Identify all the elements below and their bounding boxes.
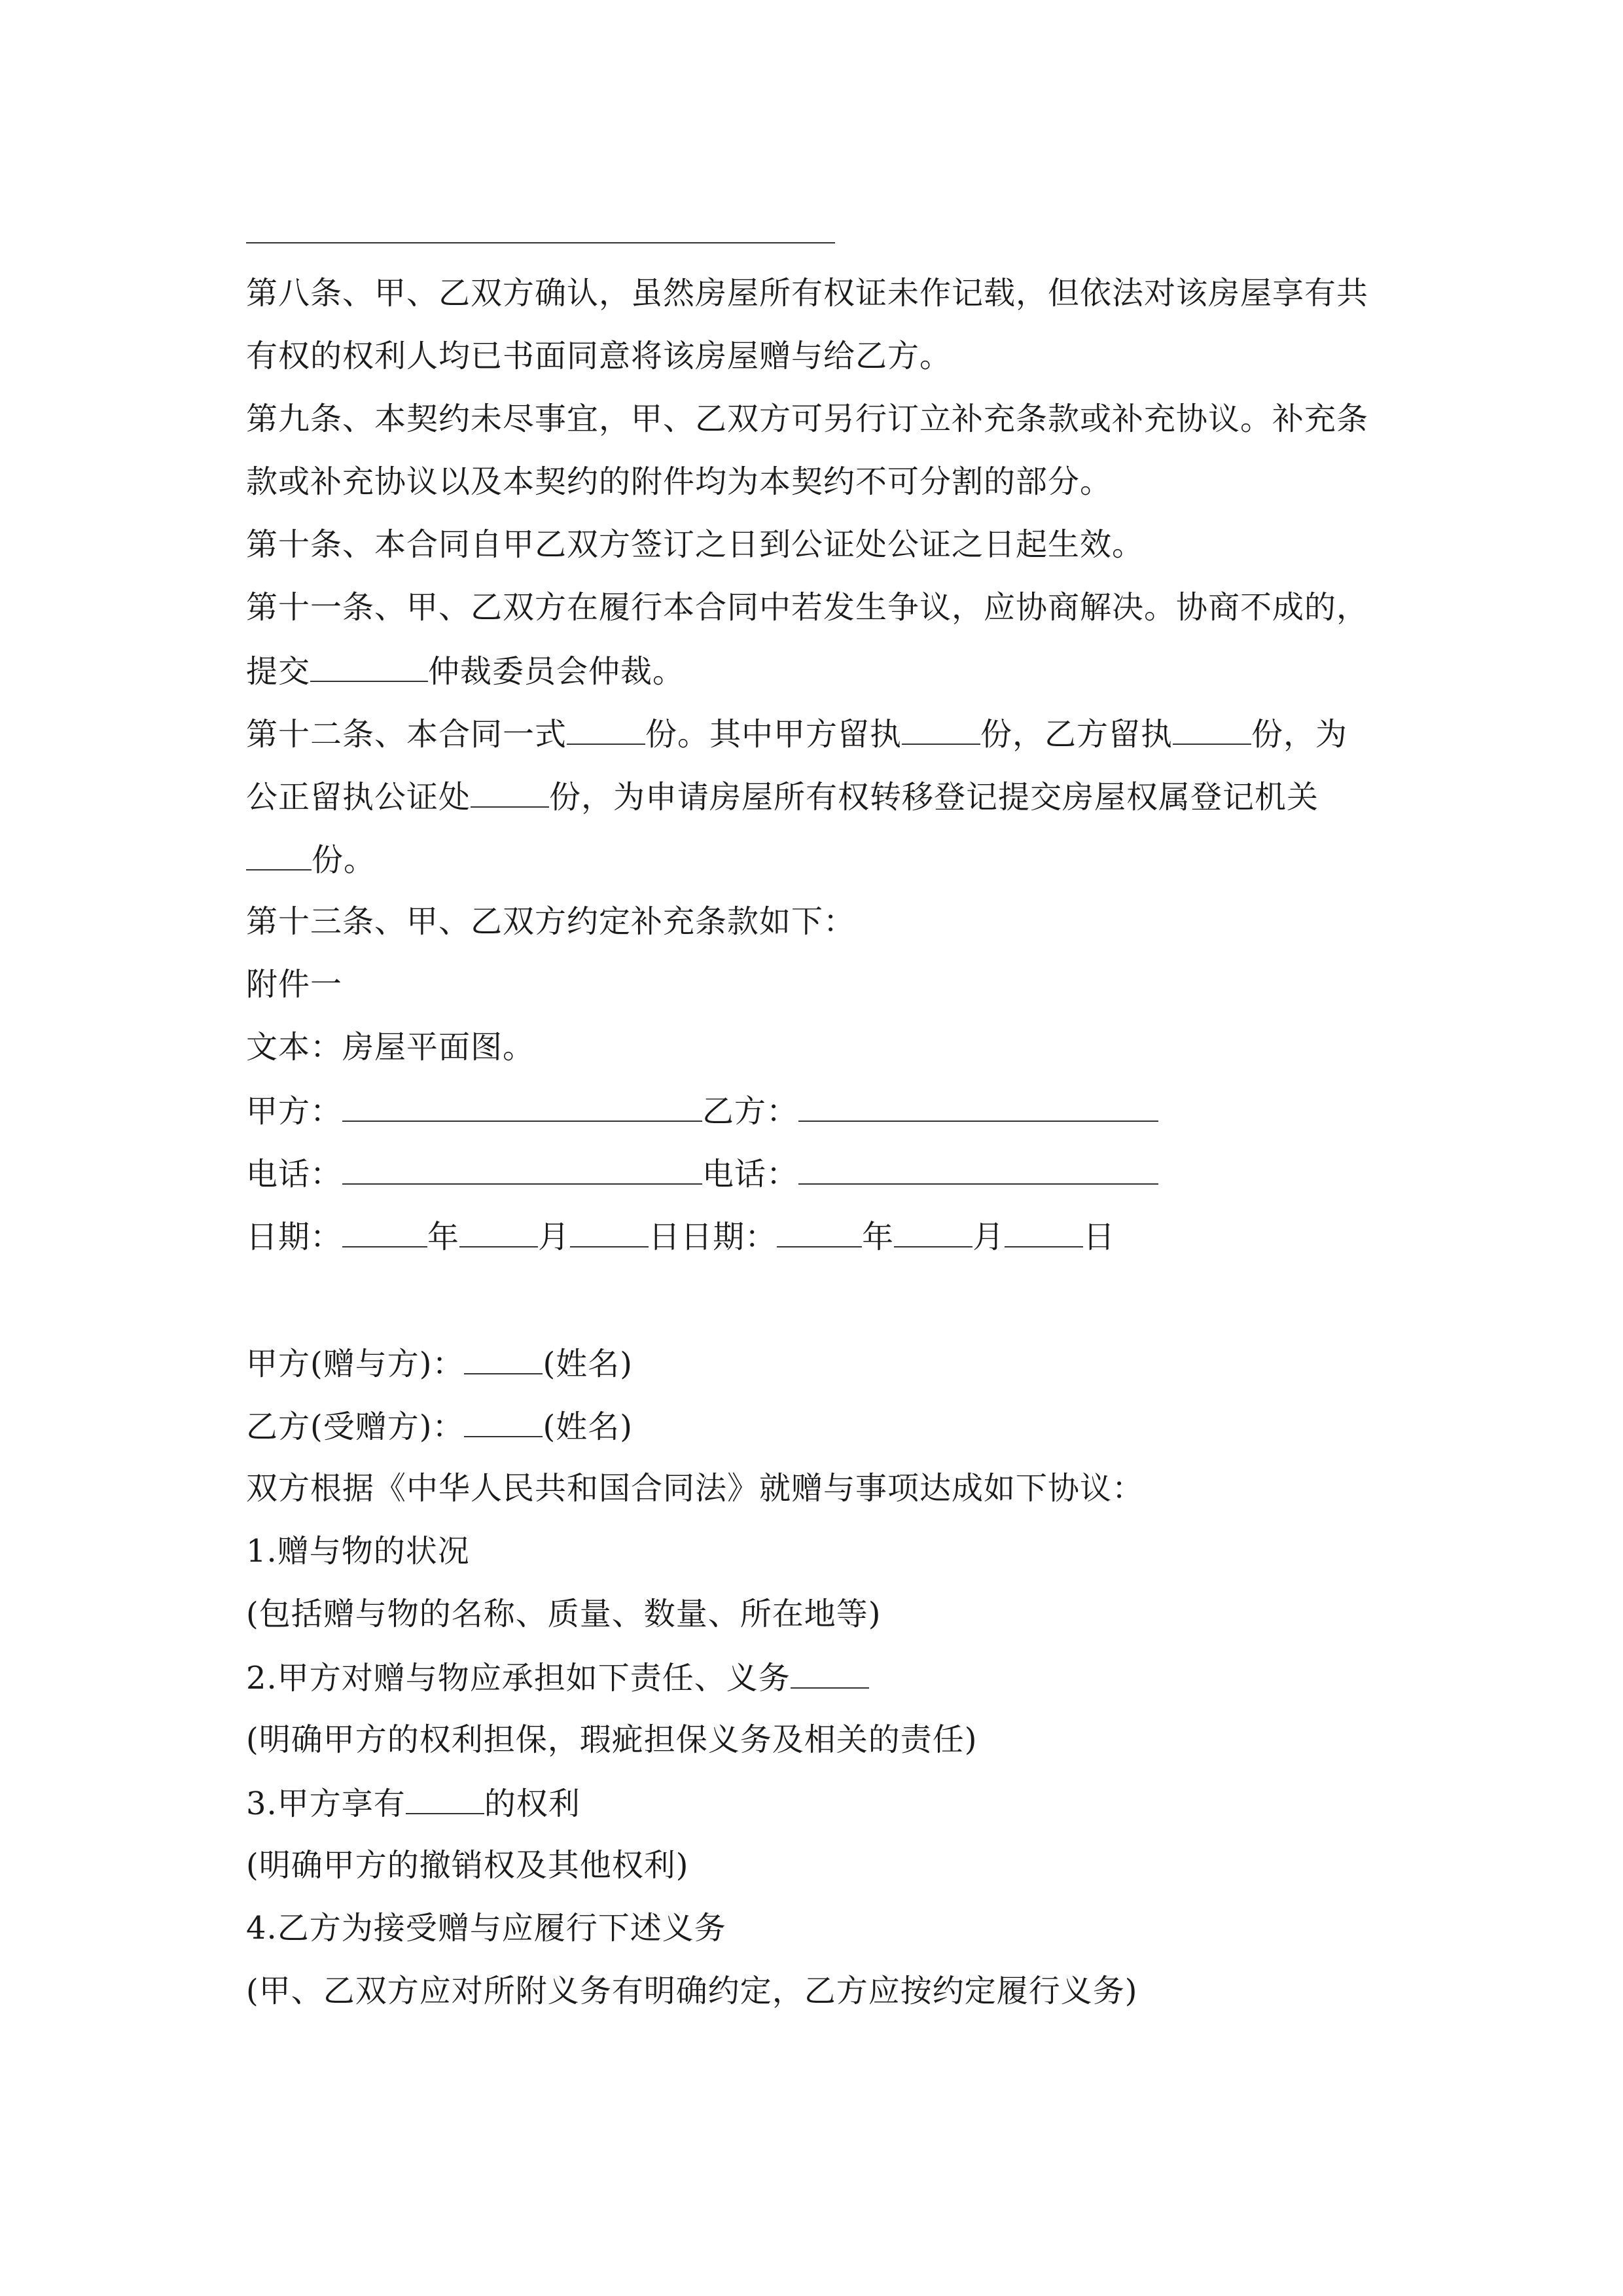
party-b-month: 月	[972, 1219, 1005, 1255]
article-12-line-3	[246, 839, 376, 880]
item-1: 1.赠与物的状况	[246, 1533, 470, 1570]
item-3-pre: 3.甲方享有	[246, 1785, 406, 1822]
article-12-part-5: 公正留执公证处	[246, 779, 471, 816]
party-a-date-label: 日期：	[246, 1219, 343, 1255]
article-11-line-1: 第十一条、甲、乙双方在履行本合同中若发生争议，应协商解决。协商不成的，	[246, 589, 1369, 626]
party-b-phone-blank	[798, 1153, 1158, 1185]
party-b-year: 年	[862, 1219, 895, 1255]
article-11-pre: 提交	[246, 653, 311, 690]
copies-registry-blank	[246, 839, 312, 870]
donee-name-note: (姓名)	[543, 1408, 633, 1445]
party-b-year-blank	[777, 1216, 862, 1247]
article-12-part-6: 份，为申请房屋所有权转移登记提交房屋权属登记机关	[549, 779, 1319, 816]
article-8-line-2: 有权的权利人均已书面同意将该房屋赠与给乙方。	[246, 338, 952, 374]
copies-party-a-blank	[902, 713, 980, 745]
item-3-post: 的权利	[484, 1785, 580, 1822]
item-2	[246, 1657, 869, 1698]
party-b-day: 日	[1083, 1219, 1116, 1255]
signature-party-row	[246, 1090, 1158, 1131]
party-b-month-blank	[894, 1216, 972, 1247]
article-12-line-1	[246, 713, 1347, 754]
item-3	[246, 1783, 580, 1823]
article-12-part-7: 份。	[312, 842, 376, 878]
party-b-date-label: 日期：	[681, 1219, 777, 1255]
article-12-part-2: 份。其中甲方留执	[645, 716, 902, 753]
donee-name-blank	[464, 1406, 543, 1437]
party-a-label: 甲方：	[246, 1093, 343, 1130]
donor-label: 甲方(赠与方)：	[246, 1346, 465, 1382]
attachment-title: 附件一	[246, 966, 343, 1003]
attachment-text: 文本：房屋平面图。	[246, 1029, 535, 1066]
item-2-blank	[791, 1657, 869, 1689]
donee-label: 乙方(受赠方)：	[246, 1408, 465, 1445]
item-2-text: 2.甲方对赠与物应承担如下责任、义务	[246, 1660, 791, 1696]
article-9-line-1: 第九条、本契约未尽事宜，甲、乙双方可另行订立补充条款或补充协议。补充条	[246, 401, 1369, 437]
party-a-day: 日	[649, 1219, 681, 1255]
article-12-line-2	[246, 776, 1319, 817]
copies-total-blank	[567, 713, 645, 745]
arbitration-blank	[310, 651, 428, 682]
party-a-signature-blank	[342, 1090, 702, 1122]
copies-party-b-blank	[1173, 713, 1251, 745]
item-1-note: (包括赠与物的名称、质量、数量、所在地等)	[246, 1596, 882, 1632]
party-b-label: 乙方：	[702, 1093, 799, 1130]
article-9-line-2: 款或补充协议以及本契约的附件均为本契约不可分割的部分。	[246, 463, 1113, 500]
article-11-post: 仲裁委员会仲裁。	[428, 653, 685, 690]
top-rule	[246, 242, 835, 243]
article-13: 第十三条、甲、乙双方约定补充条款如下：	[246, 903, 856, 940]
donor-name-note: (姓名)	[543, 1346, 633, 1382]
party-a-month: 月	[538, 1219, 571, 1255]
signature-phone-row	[246, 1153, 1158, 1194]
party-a-month-blank	[459, 1216, 538, 1247]
signature-date-row	[246, 1216, 1115, 1257]
party-b-day-blank	[1005, 1216, 1083, 1247]
donor-line	[246, 1343, 633, 1384]
item-3-blank	[406, 1783, 484, 1814]
party-a-phone-label: 电话：	[246, 1156, 343, 1193]
party-b-phone-label: 电话：	[702, 1156, 799, 1193]
item-4: 4.乙方为接受赠与应履行下述义务	[246, 1910, 726, 1946]
party-a-phone-blank	[342, 1153, 702, 1185]
party-a-year: 年	[427, 1219, 460, 1255]
article-12-part-1: 第十二条、本合同一式	[246, 716, 567, 753]
article-8-line-1: 第八条、甲、乙双方确认，虽然房屋所有权证未作记载，但依法对该房屋享有共	[246, 275, 1369, 312]
item-4-note: (甲、乙双方应对所附义务有明确约定，乙方应按约定履行义务)	[246, 1973, 1138, 2009]
article-12-part-4: 份，为	[1251, 716, 1348, 753]
donor-name-blank	[464, 1343, 543, 1374]
article-12-part-3: 份，乙方留执	[980, 716, 1173, 753]
copies-notary-blank	[471, 776, 549, 808]
party-a-day-blank	[570, 1216, 649, 1247]
article-10: 第十条、本合同自甲乙双方签订之日到公证处公证之日起生效。	[246, 526, 1145, 563]
article-11-line-2	[246, 651, 685, 691]
item-2-note: (明确甲方的权利担保，瑕疵担保义务及相关的责任)	[246, 1721, 978, 1758]
agreement-intro: 双方根据《中华人民共和国合同法》就赠与事项达成如下协议：	[246, 1470, 1145, 1507]
item-3-note: (明确甲方的撤销权及其他权利)	[246, 1847, 689, 1884]
party-a-year-blank	[342, 1216, 427, 1247]
donee-line	[246, 1406, 633, 1446]
party-b-signature-blank	[798, 1090, 1158, 1122]
